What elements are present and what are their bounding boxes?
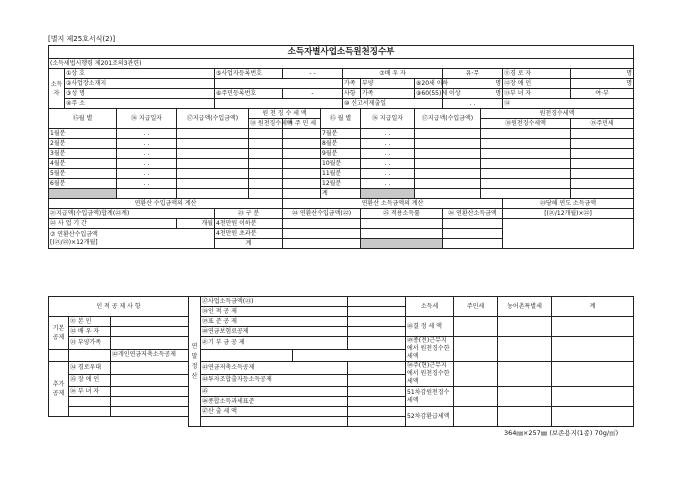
resident-no-label: ⑥주민등록번호 (215, 89, 283, 99)
month-left: 5월분 (49, 169, 117, 179)
spouse-value: 유·무 (443, 69, 503, 79)
pay-date-right: . . (361, 159, 415, 169)
dependent-label: 부양 (361, 79, 415, 89)
deduct-item-4: ㉟ 장 애 인 (69, 374, 111, 387)
pay-date-left: . . (117, 129, 177, 139)
deduct-mid-3: ㊵연금보험료공제 (201, 327, 348, 337)
biz-reg-no-label: ⑤사업자등록번호 (215, 69, 283, 79)
pay-amount-header: ⑰지급액(수입금액) (177, 109, 249, 129)
side-label: 소득자 (49, 69, 65, 109)
month-left: 1월분 (49, 129, 117, 139)
business-address: ②사업장소재지 (65, 79, 215, 89)
month-header-r: ⑮ 월 별 (321, 109, 361, 129)
deduction-table (48, 296, 634, 427)
month-right: 8월분 (321, 139, 361, 149)
pay-date-right: . . (361, 149, 415, 159)
deduct-item-1: ㉜ 배 우 자 (69, 327, 111, 337)
month-right: 7월분 (321, 129, 361, 139)
resident-no: - (283, 89, 343, 99)
month-right: 10월분 (321, 159, 361, 169)
deduct-mid-4: ㊶기 부 금 공 제 (201, 337, 348, 350)
deduct-mid-2: ㊴표 준 공 제 (201, 317, 348, 327)
annualized-income-label: ㉖ 연환산소득금액 (443, 209, 503, 219)
pay-date-right: . . (361, 179, 415, 189)
trade-name: ①상 호 (65, 69, 215, 79)
pay-date-left: . . (117, 149, 177, 159)
period-months: 개월 (177, 219, 215, 229)
settle-1: ㊾종(전)근무지에서 원천징수한 세액 (406, 337, 454, 362)
col-rural-tax: 농어촌특별세 (498, 297, 552, 317)
settle-2: ㊿주(현)근무지에서 원천징수한 세액 (406, 362, 454, 387)
month-right: 계 (321, 189, 361, 199)
withholding-header: 원 천 징 수 세 액 (249, 109, 321, 119)
form-number: [별지 제25호서식(2)] (48, 35, 116, 43)
business-period-label: ㉒ 사 업 기 간 (49, 219, 177, 229)
col-resident-tax: 주민세 (454, 297, 498, 317)
pay-date-right: . . (361, 139, 415, 149)
deduct-mid-6: ㊸연금저축소득공제 (201, 362, 348, 375)
annual-income-header: 연환산 소득금액의 계산 (283, 199, 503, 209)
elderly-label: ⑪경 로 자 (503, 69, 571, 79)
spouse-label: ⑦배 우 자 (343, 69, 443, 79)
address-label: ④주 소 (65, 99, 215, 109)
year-end-label: 연말정산 (189, 297, 201, 427)
month-header: ⑮월 별 (49, 109, 117, 129)
deduct-mid-5: ㊷개인연금저축소득공제 (111, 349, 201, 362)
income-tax-header-r: ⑱원천징수세액 (481, 119, 571, 129)
deduct-item-0: ㉛ 본 인 (69, 317, 111, 327)
female-label: ⑬부 녀 자 (503, 89, 571, 99)
settle-4: 52차감환급세액 (406, 407, 454, 427)
category-label: ㉓ 구 분 (215, 209, 283, 219)
annualized-revenue-label: ㉔ 연환산수입금액(㉒) (283, 209, 361, 219)
deduct-item-3: ㉞ 경로우대 (69, 362, 111, 375)
elderly-count: 명 (571, 69, 634, 79)
legal-reference: (소득세법시행령 제201조의3관련) (49, 59, 634, 69)
form-title: 소득자별사업소득원천징수부 (49, 46, 634, 59)
deduct-item-5: ㊱ 부 녀 자 (69, 387, 111, 397)
pay-date-right (361, 189, 415, 199)
deduct-mid-1: ㊳인 적 공 제 (201, 307, 348, 317)
month-left: 4월분 (49, 159, 117, 169)
month-left: 6월분 (49, 179, 117, 189)
pay-date-left (117, 189, 177, 199)
settle-3: 51차감원천징수세액 (406, 387, 454, 407)
resident-tax-header-r: ⑲주민세 (571, 119, 634, 129)
pay-amount-header-r: ⑰지급액(수입금액) (415, 109, 481, 129)
deduct-mid-8: ㊺ (201, 387, 348, 397)
basic-deduction: 기본공제 (49, 317, 69, 350)
female-value: 여·부 (571, 89, 634, 99)
income-tax-header: ⑱ 원천징수세액 (250, 119, 293, 127)
biz-reg-no: - - (283, 69, 343, 79)
footer-note: 364㎜×257㎜ (보존용지(1종) 70g/㎡) (504, 429, 619, 437)
tier-1: 4천만원 이하분 (215, 219, 283, 229)
form-table (48, 45, 634, 249)
col-total: 계 (552, 297, 634, 317)
pay-date-right: . . (361, 129, 415, 139)
report-date-label: ⑩ 신고서제출일 (343, 99, 443, 109)
deduct-mid-9: ㊻종합소득과세표준 (201, 397, 348, 407)
settle-0: ㊽결 정 세 액 (406, 317, 454, 337)
month-right: 9월분 (321, 149, 361, 159)
under-20-label: ⑧20세 이하 (416, 79, 449, 87)
name-label: ③성 명 (65, 89, 215, 99)
month-right: 11월분 (321, 169, 361, 179)
pay-date-right: . . (361, 169, 415, 179)
annualized-revenue: ⑦ 연환산수입금액 [(㉑/㉒)×12개월] (49, 229, 215, 249)
payment-sum-label: ㉑지급액(수입금액)합계(㉒계) (49, 209, 215, 219)
over-60-label: ⑨60(55)세 이상 (416, 89, 461, 97)
pay-date-header-r: ⑯ 지급일자 (361, 109, 415, 129)
pay-date-left: . . (117, 159, 177, 169)
pay-date-left: . . (117, 179, 177, 189)
family-label: 가족 (343, 79, 361, 89)
tier-2: 4천만원 초과분 (215, 229, 283, 239)
family-label-2: 가족 (361, 89, 415, 99)
disabled-count: 명 (571, 79, 634, 89)
matters-label: 사항 (343, 89, 361, 99)
tier-total: 계 (215, 239, 283, 249)
report-date: . . (443, 99, 503, 109)
deduct-mid-0: ㊲사업소득금액(㉓) (201, 297, 348, 307)
month-left: 2월분 (49, 139, 117, 149)
year-income-formula: [(㉑/12개월)×㉒] (503, 209, 634, 219)
annual-revenue-header: 연환산 수입금액의 계산 (49, 199, 283, 209)
under-20-count: 명 (443, 79, 503, 89)
deduct-mid-7: ㊹투자조합출자등소득공제 (201, 374, 348, 387)
extra-deduction: 추가공제 (49, 362, 69, 417)
col-income-tax: 소득세 (406, 297, 454, 317)
pay-date-left: . . (117, 139, 177, 149)
pay-date-left: . . (117, 169, 177, 179)
deduct-mid-10: ㊼산 출 세 액 (201, 407, 348, 417)
personal-deduction-title: 인 적 공 제 사 항 (49, 297, 189, 317)
resident-tax-header: ⑲ 주 민 세 (283, 119, 321, 129)
pay-date-header: ⑯ 지급일자 (117, 109, 177, 129)
month-left: 3월분 (49, 149, 117, 159)
income-rate-label: ㉕ 적용소득률 (361, 209, 443, 219)
withholding-header-r: 원천징수세액 (481, 109, 634, 119)
item-14: ⑭ (503, 99, 634, 109)
deduct-item-2: ㉝ 부양가족 (69, 337, 111, 350)
disabled-label: ⑫장 애 인 (503, 79, 571, 89)
year-income-header: ㉓당해 연도 소득금액 (503, 199, 634, 209)
over-60-count: 명 (443, 89, 503, 99)
month-right: 12월분 (321, 179, 361, 189)
month-left (49, 189, 117, 199)
